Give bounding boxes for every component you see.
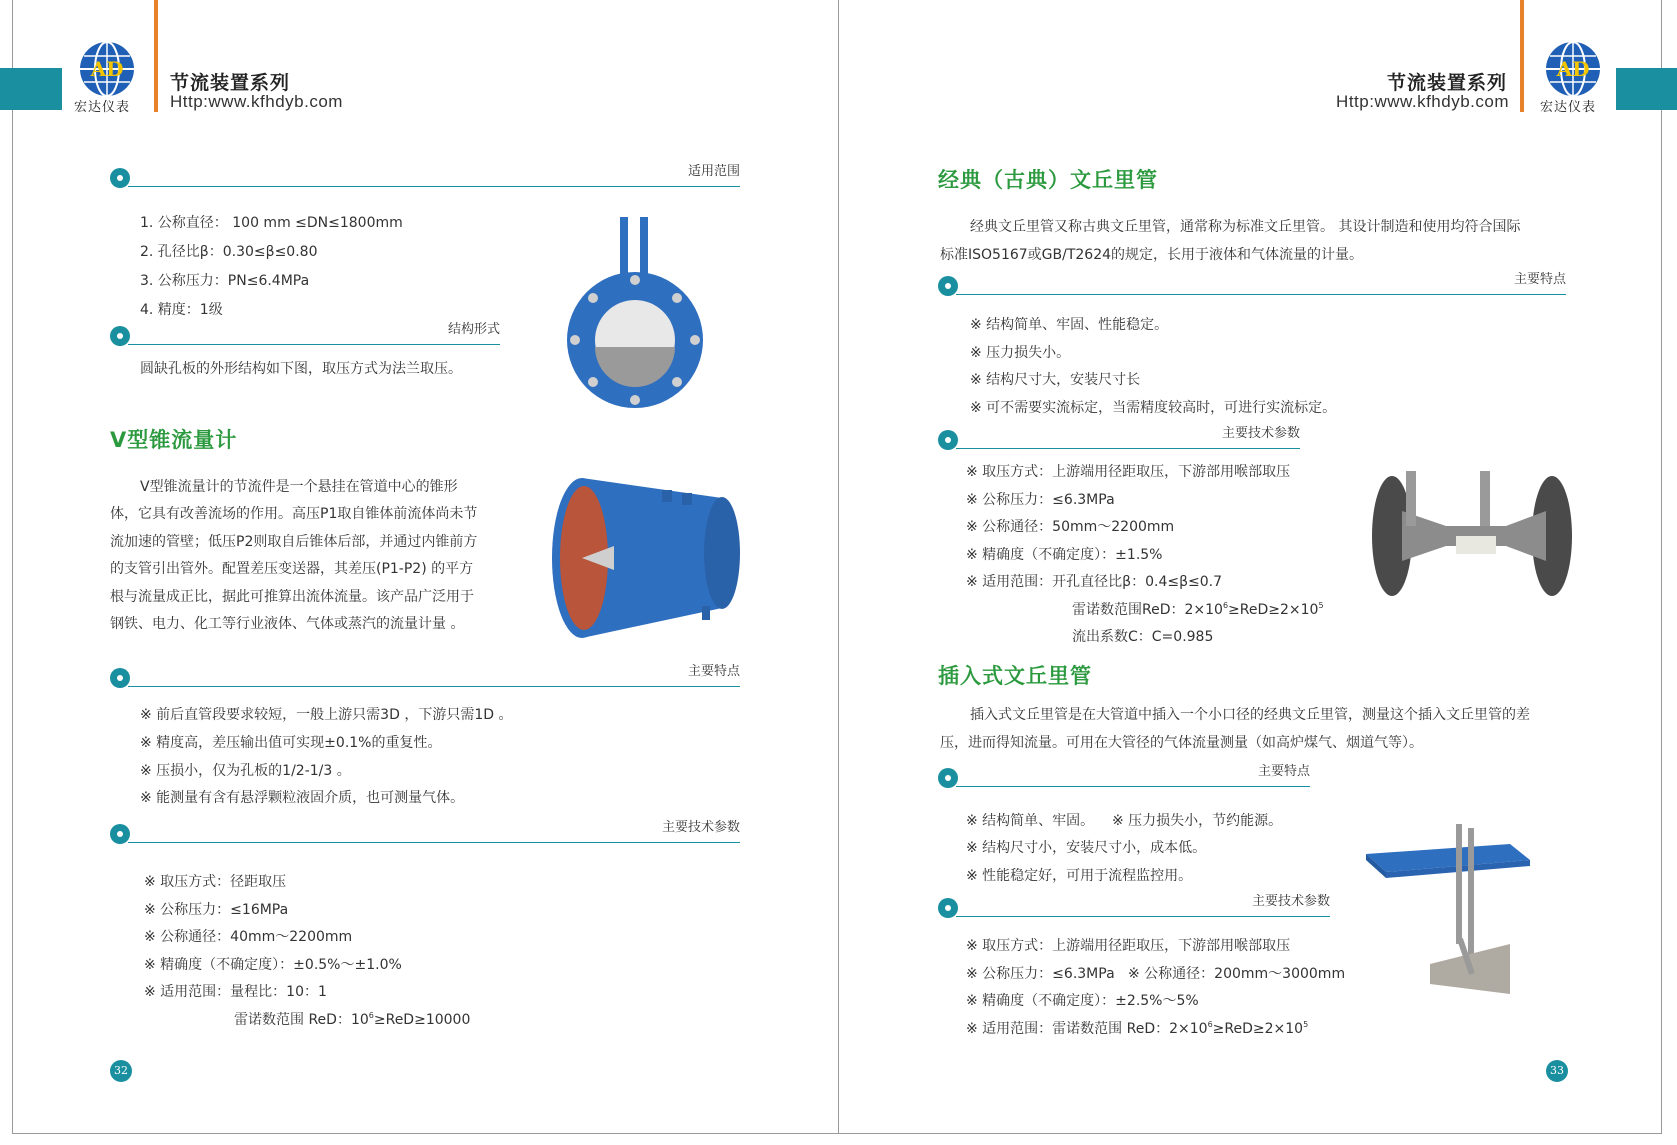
- insert-range: [966, 1018, 1308, 1038]
- section-insert-params: [938, 894, 1330, 918]
- vcone-line: 流加速的管壁；低压P2则取自后锥体后部，并通过内锥前方: [110, 534, 478, 550]
- page-number-left: 32: [110, 1060, 132, 1082]
- section-label: 主要特点: [1513, 272, 1566, 287]
- section-range: [110, 164, 740, 188]
- vcone-param: ※ 公称压力：≤16MPa: [144, 902, 289, 918]
- vcone-param: ※ 公称通径：40mm～2200mm: [144, 929, 353, 945]
- globe-logo-icon: [1544, 40, 1602, 98]
- classic-feature: ※ 压力损失小。: [970, 345, 1071, 361]
- section-rule: [128, 344, 500, 345]
- vcone-feature: ※ 压损小，仅为孔板的1/2-1/3 。: [140, 763, 351, 779]
- reynolds-exponent: 5: [1303, 1020, 1309, 1029]
- bullet-icon: [938, 430, 958, 450]
- range-item: 3. 公称压力：PN≤6.4MPa: [140, 273, 310, 289]
- site-url-right[interactable]: Http:www.kfhdyb.com: [1336, 92, 1509, 111]
- insert-line: 压，进而得知流量。可用在大管径的气体流量测量（如高炉煤气、烟道气等）。: [940, 735, 1423, 751]
- vcone-reynolds: [234, 1009, 470, 1029]
- classic-param: ※ 适用范围：开孔直径比β：0.4≤β≤0.7: [966, 574, 1223, 590]
- logo-text-left: 宏达仪表: [74, 100, 131, 115]
- section-vcone-params: [110, 820, 740, 844]
- logo-left: [78, 40, 136, 98]
- classic-feature: ※ 结构尺寸大，安装尺寸长: [970, 372, 1141, 388]
- range-item: 1. 公称直径： 100 mm ≤DN≤1800mm: [140, 215, 403, 231]
- vcone-param: ※ 适用范围：量程比：10：1: [144, 984, 327, 1000]
- section-rule: [128, 186, 740, 187]
- classic-param: ※ 精确度（不确定度）：±1.5%: [966, 547, 1163, 563]
- vcone-feature: ※ 能测量有含有悬浮颗粒液固介质，也可测量气体。: [140, 790, 465, 806]
- classic-line: 标准ISO5167或GB/T2624的规定，长用于液体和气体流量的计量。: [940, 247, 1364, 263]
- section-label: 适用范围: [687, 164, 740, 179]
- classic-coefficient: 流出系数C：C=0.985: [1072, 629, 1214, 645]
- section-label: 主要特点: [1257, 764, 1310, 779]
- section-label: 主要特点: [687, 664, 740, 679]
- vcone-line: 的支管引出管外。配置差压变送器，其差压(P1-P2) 的平方: [110, 561, 474, 577]
- classic-venturi-title: 经典（古典）文丘里管: [938, 168, 1158, 192]
- insert-param: ※ 取压方式：上游端用径距取压，下游部用喉部取压: [966, 938, 1291, 954]
- vcone-title: V型锥流量计: [110, 428, 238, 452]
- bullet-icon: [938, 276, 958, 296]
- section-rule: [956, 448, 1300, 449]
- insert-feature: ※ 性能稳定好，可用于流程监控用。: [966, 868, 1193, 884]
- vcone-feature: ※ 前后直管段要求较短，一般上游只需3D ，下游只需1D 。: [140, 707, 513, 723]
- section-rule: [956, 294, 1566, 295]
- section-label: 主要技术参数: [1221, 426, 1300, 441]
- range-item: 2. 孔径比β：0.30≤β≤0.80: [140, 244, 318, 260]
- vcone-line: 根与流量成正比，据此可推算出流体流量。该产品广泛用于: [110, 589, 474, 605]
- section-rule: [956, 916, 1330, 917]
- vcone-meter-image: [552, 468, 742, 643]
- classic-param: ※ 公称压力：≤6.3MPa: [966, 492, 1115, 508]
- section-rule: [956, 786, 1310, 787]
- vcone-feature: ※ 精度高，差压输出值可实现±0.1%的重复性。: [140, 735, 442, 751]
- logo-letters: AD: [90, 57, 124, 81]
- vcone-line: 钢铁、电力、化工等行业液体、气体或蒸汽的流量计量 。: [110, 616, 465, 632]
- bullet-icon: [110, 326, 130, 346]
- vcone-line: 体，它具有改善流场的作用。高压P1取自锥体前流体尚未节: [110, 506, 478, 522]
- series-title-right: 节流装置系列: [1386, 72, 1507, 94]
- vcone-param: ※ 精确度（不确定度）：±0.5%～±1.0%: [144, 957, 402, 973]
- section-classic-params: [938, 426, 1300, 450]
- classic-feature: ※ 可不需要实流标定，当需精度较高时，可进行实流标定。: [970, 400, 1337, 416]
- reynolds-suffix: ≥ReD≥10000: [373, 1012, 471, 1028]
- classic-param: ※ 取压方式：上游端用径距取压，下游部用喉部取压: [966, 464, 1291, 480]
- classic-venturi-image: [1366, 456, 1578, 606]
- structure-text: 圆缺孔板的外形结构如下图，取压方式为法兰取压。: [140, 361, 462, 377]
- insert-param: ※ 精确度（不确定度）：±2.5%～5%: [966, 993, 1199, 1009]
- section-label: 结构形式: [447, 322, 500, 337]
- section-rule: [128, 686, 740, 687]
- range-item: 4. 精度：1级: [140, 302, 223, 318]
- section-classic-features: [938, 272, 1566, 296]
- section-vcone-features: [110, 664, 740, 688]
- reynolds-prefix: 雷诺数范围ReD：2×10: [1072, 602, 1223, 618]
- bullet-icon: [110, 168, 130, 188]
- logo-text-right: 宏达仪表: [1540, 100, 1597, 115]
- insert-feature: ※ 结构简单、牢固。 ※ 压力损失小，节约能源。: [966, 813, 1283, 829]
- logo-right: [1544, 40, 1602, 98]
- reynolds-exponent: 6: [1207, 1020, 1213, 1029]
- header-orange-rule-right: [1520, 0, 1524, 112]
- insert-line: 插入式文丘里管是在大管道中插入一个小口径的经典文丘里管，测量这个插入文丘里管的差: [970, 707, 1530, 723]
- spine-line: [838, 0, 839, 1133]
- section-label: 主要技术参数: [1251, 894, 1330, 909]
- series-title-left: 节流装置系列: [170, 72, 291, 94]
- insert-feature: ※ 结构尺寸小，安装尺寸小，成本低。: [966, 840, 1207, 856]
- header-teal-band-left: [0, 68, 62, 110]
- reynolds-exponent: 5: [1318, 601, 1324, 610]
- globe-logo-icon: [78, 40, 136, 98]
- bullet-icon: [110, 824, 130, 844]
- insert-param: ※ 公称压力：≤6.3MPa ※ 公称通径：200mm～3000mm: [966, 966, 1346, 982]
- classic-reynolds: [1072, 599, 1324, 619]
- classic-feature: ※ 结构简单、牢固、性能稳定。: [970, 317, 1169, 333]
- section-structure: [110, 322, 500, 346]
- bullet-icon: [110, 668, 130, 688]
- header-orange-rule-left: [154, 0, 158, 112]
- page-number-right: 33: [1546, 1060, 1568, 1082]
- bullet-icon: [938, 768, 958, 788]
- reynolds-exponent: 6: [368, 1011, 374, 1020]
- insert-range-prefix: ※ 适用范围：雷诺数范围 ReD：2×10: [966, 1021, 1208, 1037]
- site-url-left[interactable]: Http:www.kfhdyb.com: [170, 92, 343, 111]
- section-label: 主要技术参数: [661, 820, 740, 835]
- logo-letters: AD: [1556, 57, 1590, 81]
- reynolds-prefix: 雷诺数范围 ReD：10: [234, 1012, 369, 1028]
- insert-range-mid: ≥ReD≥2×10: [1212, 1021, 1304, 1037]
- section-rule: [128, 842, 740, 843]
- vcone-line: V型锥流量计的节流件是一个悬挂在管道中心的锥形: [140, 479, 458, 495]
- reynolds-exponent: 6: [1222, 601, 1229, 610]
- section-insert-features: [938, 764, 1310, 788]
- header-teal-band-right: [1616, 68, 1677, 110]
- reynolds-mid: ≥ReD≥2×10: [1228, 602, 1319, 618]
- orifice-plate-image: [560, 212, 710, 412]
- bullet-icon: [938, 898, 958, 918]
- insert-venturi-title: 插入式文丘里管: [938, 664, 1092, 688]
- classic-line: 经典文丘里管又称古典文丘里管，通常称为标准文丘里管。 其设计制造和使用均符合国际: [970, 219, 1521, 235]
- classic-param: ※ 公称通径：50mm～2200mm: [966, 519, 1175, 535]
- vcone-param: ※ 取压方式：径距取压: [144, 874, 287, 890]
- insert-venturi-image: [1360, 824, 1532, 1008]
